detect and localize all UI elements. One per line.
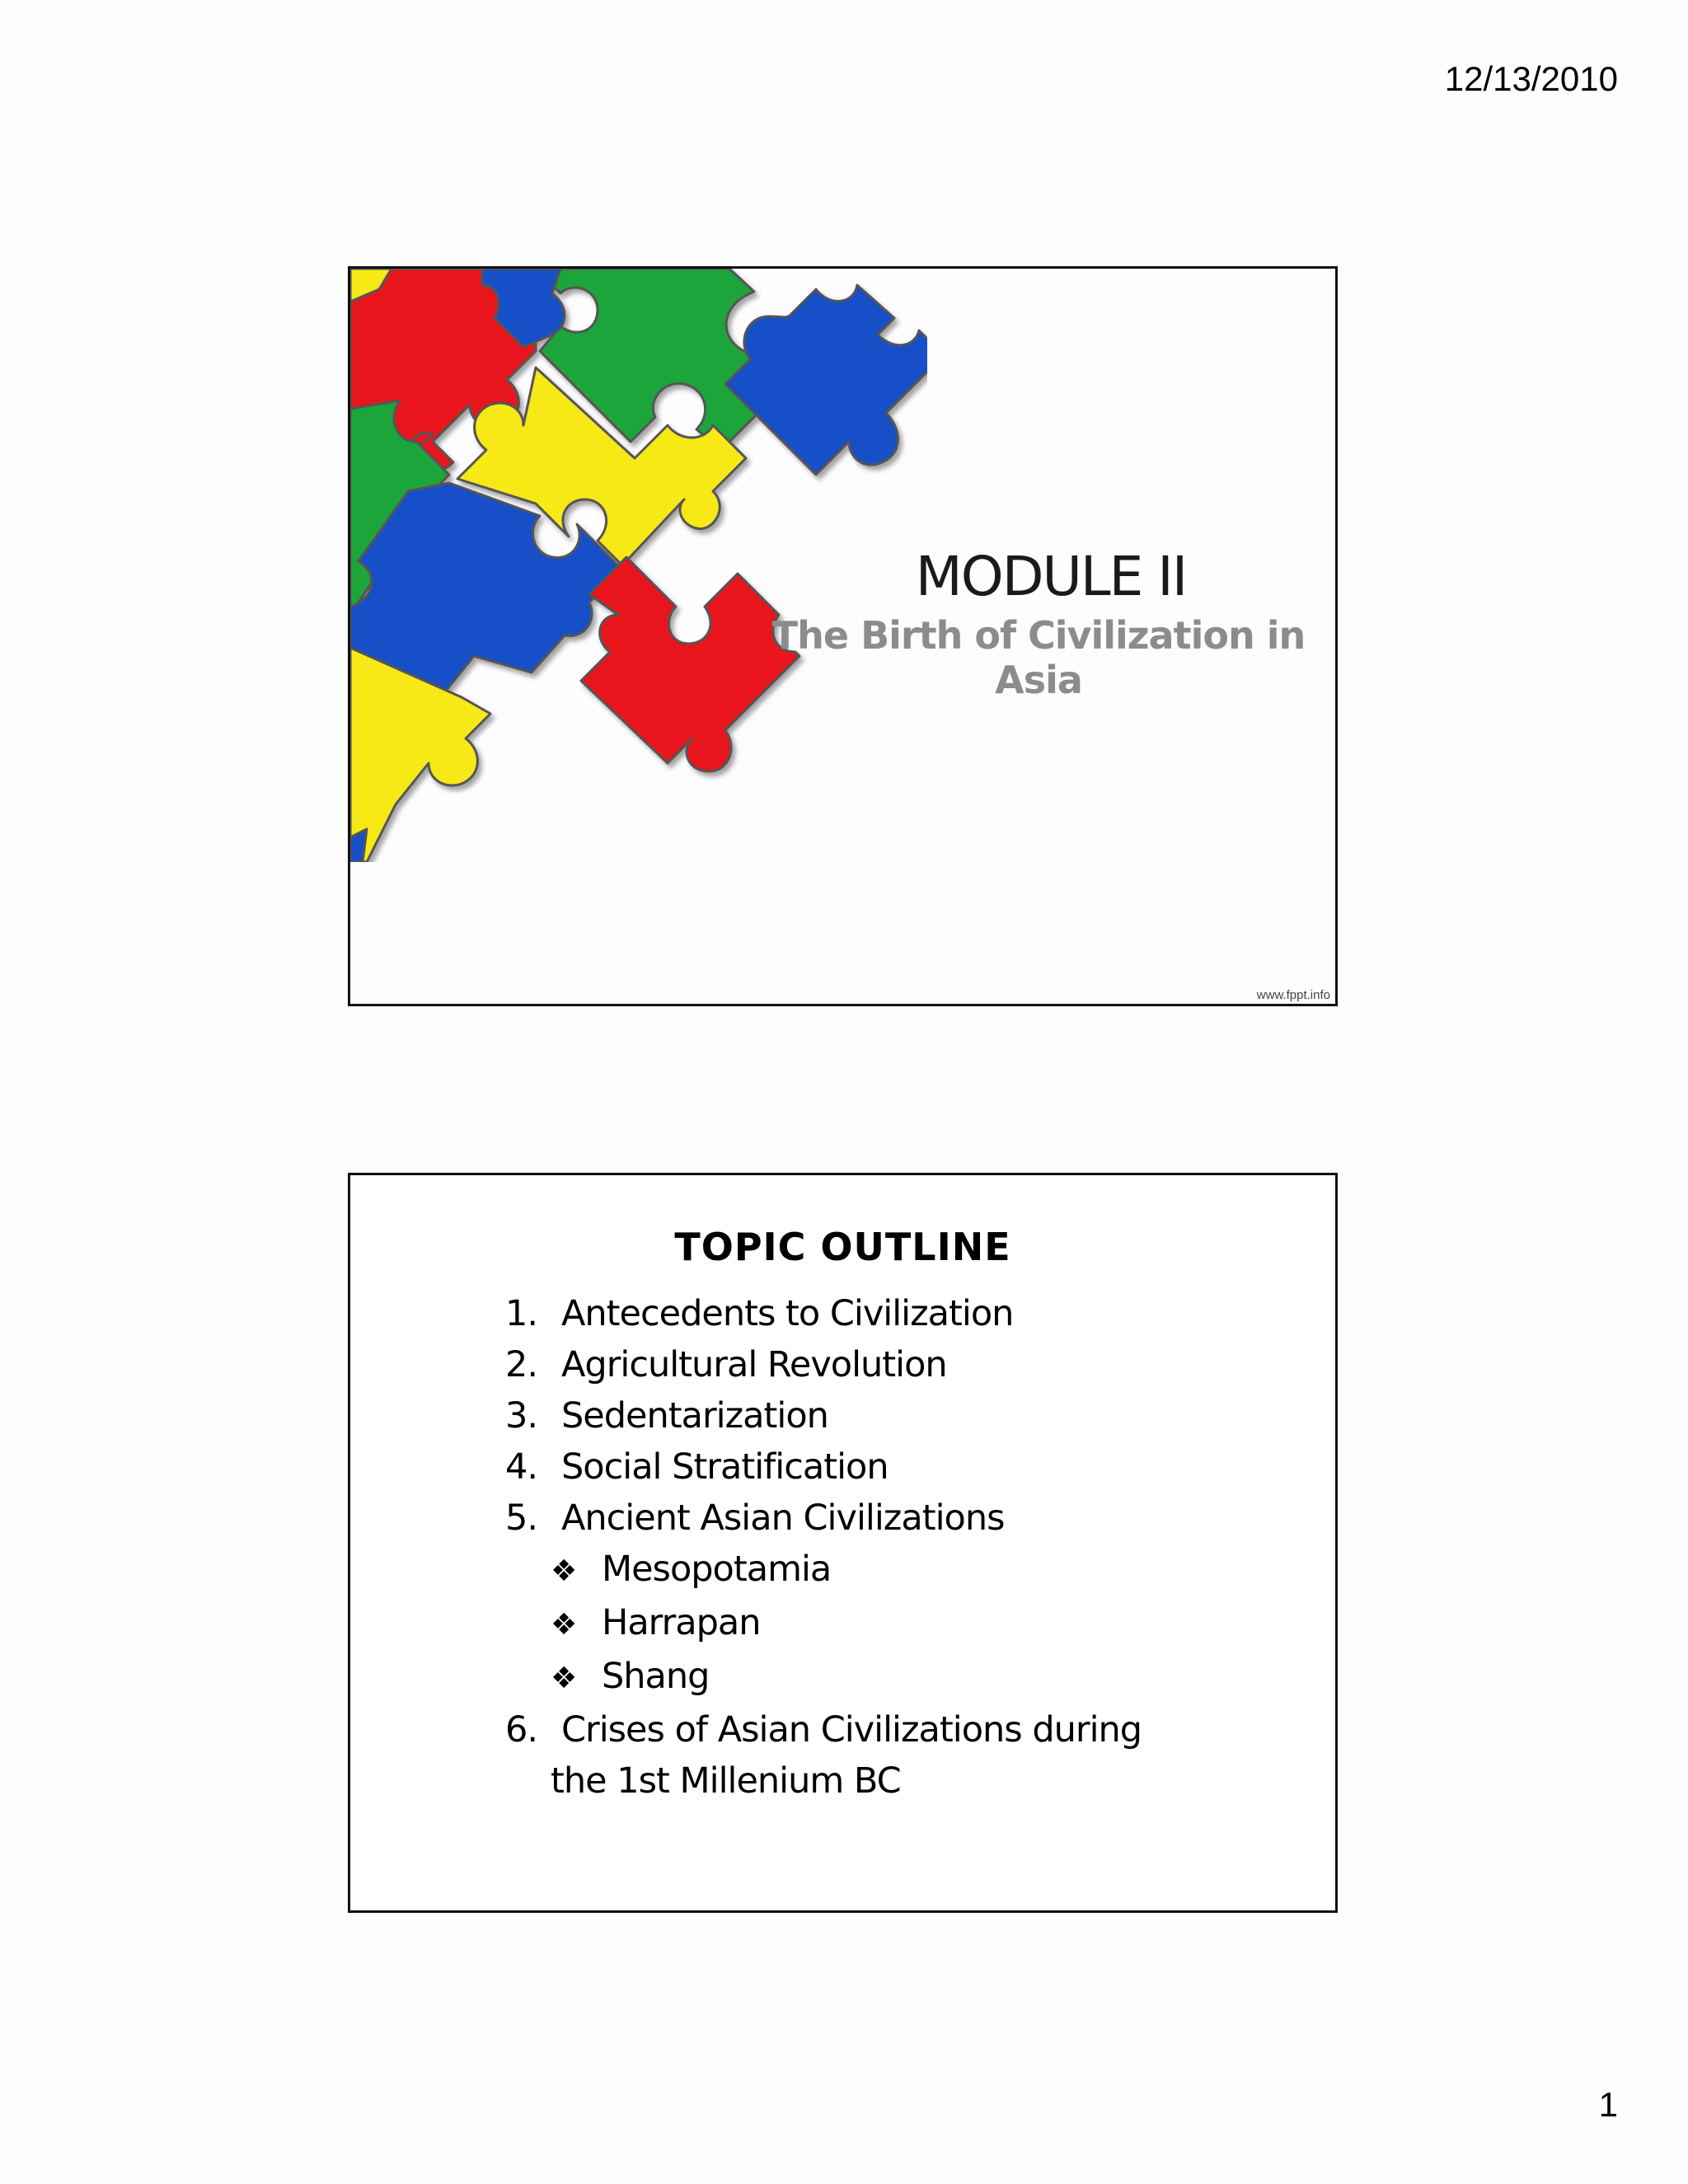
item-text: Antecedents to Civilization: [561, 1293, 1014, 1334]
watermark-text: www.fppt.info: [1256, 988, 1330, 1002]
item-text: Sedentarization: [561, 1395, 828, 1436]
module-subtitle: The Birth of Civilization in Asia: [771, 613, 1306, 702]
list-item: [505, 1704, 1142, 1755]
diamond-bullet-icon: ❖: [551, 1608, 577, 1642]
sub-item-text: Mesopotamia: [602, 1549, 832, 1590]
item-number: 2.: [505, 1344, 538, 1385]
sub-list-item: [505, 1651, 1142, 1704]
list-item: [505, 1390, 1142, 1441]
diamond-bullet-icon: ❖: [551, 1554, 577, 1588]
sub-list-item: [505, 1597, 1142, 1651]
item-number: 1.: [505, 1293, 538, 1334]
title-slide: [348, 266, 1338, 1006]
page-number: 1: [1598, 2085, 1618, 2124]
item-text: Crises of Asian Civilizations during: [561, 1709, 1142, 1750]
sub-list-item: [505, 1544, 1142, 1597]
sub-item-text: Shang: [602, 1656, 710, 1697]
item-text: Agricultural Revolution: [561, 1344, 947, 1385]
topic-list: [505, 1288, 1142, 1807]
list-item: [505, 1339, 1142, 1390]
diamond-bullet-icon: ❖: [551, 1661, 577, 1695]
sub-item-text: Harrapan: [602, 1602, 761, 1643]
list-item: [505, 1493, 1142, 1544]
item-number: 3.: [505, 1395, 538, 1436]
item-text: Social Stratification: [561, 1446, 889, 1488]
list-item-continuation: the 1st Millenium BC: [551, 1760, 901, 1802]
page-date: 12/13/2010: [1444, 59, 1618, 98]
puzzle-piece-yellow-bottom: [350, 648, 490, 862]
list-item: [505, 1288, 1142, 1339]
module-title: MODULE II: [915, 545, 1187, 608]
item-number: 4.: [505, 1446, 538, 1488]
list-item: [505, 1441, 1142, 1493]
puzzle-piece-blue-right: [725, 285, 927, 475]
item-text: Ancient Asian Civilizations: [561, 1497, 1005, 1539]
outline-heading: TOPIC OUTLINE: [674, 1225, 1011, 1269]
item-number: 5.: [505, 1497, 538, 1539]
item-number: 6.: [505, 1709, 538, 1750]
topic-outline-slide: [348, 1173, 1338, 1913]
